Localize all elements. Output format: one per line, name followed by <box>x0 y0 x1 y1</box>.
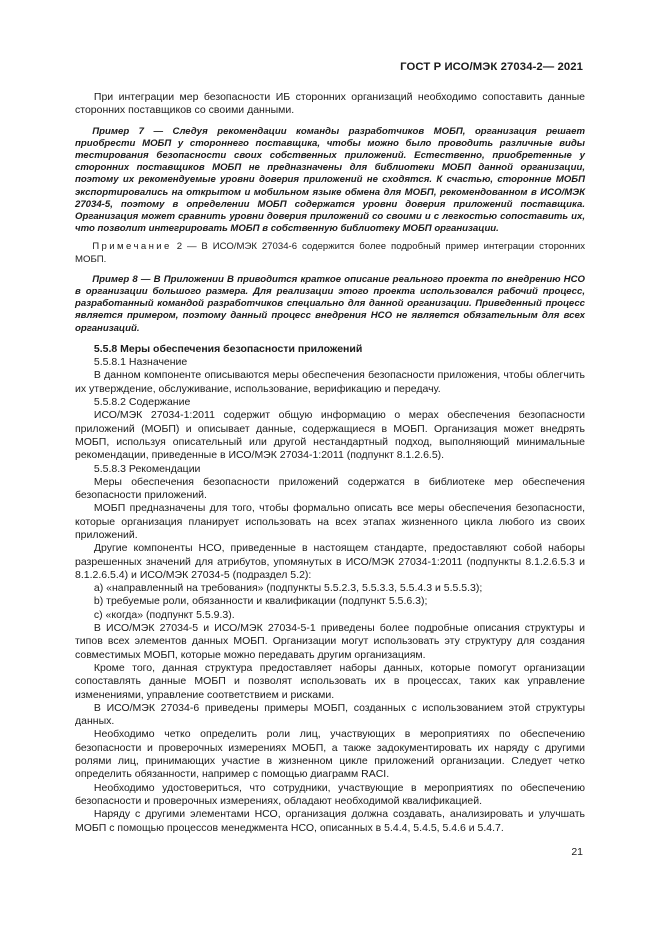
subsection-heading: 5.5.8.1 Назначение <box>93 356 188 369</box>
example-8: Пример 8 — В Приложении В приводится краткое описание реального проекта по внедрению НСО в организации большого размера. Для реализации этого проекта использовался рабочий процесс, разработанный командой разработчиков специально для данной организации. Приведенный процесс является примером, поэтому данный процесс внедрения НСО не является обязательным для всех организаций. <box>75 273 585 334</box>
paragraph: Наряду с другими элементами НСО, организация должна создавать, анализировать и улучшать МОБП с помощью процессов менеджмента НСО, описанных в 5.4.4, 5.4.5, 5.4.6 и 5.4.7. <box>75 808 585 834</box>
paragraph: Меры обеспечения безопасности приложений содержатся в библиотеке мер обеспечения безопасности приложений. <box>75 475 585 502</box>
paragraph: При интеграции мер безопасности ИБ сторонних организаций необходимо сопоставить данные сторонних поставщиков со своими данными. <box>75 91 585 117</box>
note-label: Примечание <box>92 241 172 253</box>
example-7: Пример 7 — Следуя рекомендации команды разработчиков МОБП, организация решает приобрести МОБП у стороннего поставщика, чтобы можно было проводить различные виды тестирования безопасности своих собственных приложений. Естественно, приобретенные у сторонних поставщиков МОБП не предназначены для библиотеки МОБП данной организации, поэтому их рекомендуемые уровни доверия приложений не сходятся. К счастью, сторонние МОБП экспортировались на открытом и мобильном языке обмена для МОБП, рекомендованном в ИСО/МЭК 27034-5, поэтому в определении МОБП содержатся уровни доверия приложений поставщика. Организация может сравнить уровни доверия приложений со своими и с легкостью сопоставить их, что позволит интегрировать МОБП в собственную библиотеку МОБП организации. <box>75 125 585 235</box>
paragraph: В ИСО/МЭК 27034-5 и ИСО/МЭК 27034-5-1 приведены более подробные описания структуры и типов всех элементов данных МОБП. Организации могут использовать эту структуру для создания совместимых МОБП, которые можно передавать другим организациям. <box>75 622 585 661</box>
page-number: 21 <box>571 846 583 858</box>
paragraph: Другие компоненты НСО, приведенные в настоящем стандарте, предоставляют собой наборы разрешенных значений для атрибутов, упомянутых в ИСО/МЭК 27034-1:2011 (подпункты 8.1.2.6.5.3 и 8.1.2.6.5.4) и ИСО/МЭК 27034-5 (подраздел 5.2): <box>75 542 585 581</box>
note-text: 2 — В ИСО/МЭК 27034-6 содержится более подробный пример интеграции сторонних МОБП. <box>75 241 585 265</box>
paragraph: МОБП предназначены для того, чтобы формально описать все меры обеспечения безопасности, которые организация планирует использовать на всех этапах жизненного цикла любого из своих приложений. <box>75 502 585 541</box>
paragraph: В ИСО/МЭК 27034-6 приведены примеры МОБП, созданных с использованием этой структуры данных. <box>75 701 585 728</box>
paragraph: ИСО/МЭК 27034-1:2011 содержит общую информацию о мерах обеспечения безопасности приложений (МОБП) и описывает данные, содержащиеся в МОБП. Организация может внедрять МОБП, используя описательный или другой нестандартный подход, выполняющий минимальные рекомендации, приведенные в ИСО/МЭК 27034-1:2011 (подпункт 8.1.2.6.5). <box>75 409 585 462</box>
page-body <box>75 91 585 835</box>
note-2 <box>75 241 585 265</box>
paragraph: Необходимо удостовериться, что сотрудники, участвующие в мероприятиях по обеспечению безопасности и проверочных измерениях, обладают необходимой квалификацией. <box>75 781 585 807</box>
section-heading: 5.5.8 Меры обеспечения безопасности приложений <box>93 342 363 355</box>
paragraph: В данном компоненте описываются меры обеспечения безопасности приложения, чтобы облегчить их утверждение, обслуживание, использование, верификацию и передачу. <box>75 369 585 395</box>
paragraph: Кроме того, данная структура предоставляет наборы данных, которые помогут организации сопоставлять данные МОБП и позволят использовать их в процессах, таких как управление изменениями, управление соответствием и рисками. <box>75 661 585 701</box>
list-item: b) требуемые роли, обязанности и квалификации (подпункт 5.5.6.3); <box>93 595 428 608</box>
list-item: c) «когда» (подпункт 5.5.9.3). <box>93 608 235 621</box>
subsection-heading: 5.5.8.2 Содержание <box>93 396 191 409</box>
list-item: a) «направленный на требования» (подпункты 5.5.2.3, 5.5.3.3, 5.5.4.3 и 5.5.5.3); <box>93 582 483 595</box>
subsection-heading: 5.5.8.3 Рекомендации <box>93 462 201 475</box>
paragraph: Необходимо четко определить роли лиц, участвующих в мероприятиях по обеспечению безопасности и проверочных измерениях МОБП, а также задокументировать их наряду с другими ролями лиц, принимающих участие в жизненном цикле приложений организации. Следует четко определить обязанности, например с помощью диаграмм RACI. <box>75 728 585 781</box>
document-header: ГОСТ Р ИСО/МЭК 27034-2— 2021 <box>400 61 583 73</box>
